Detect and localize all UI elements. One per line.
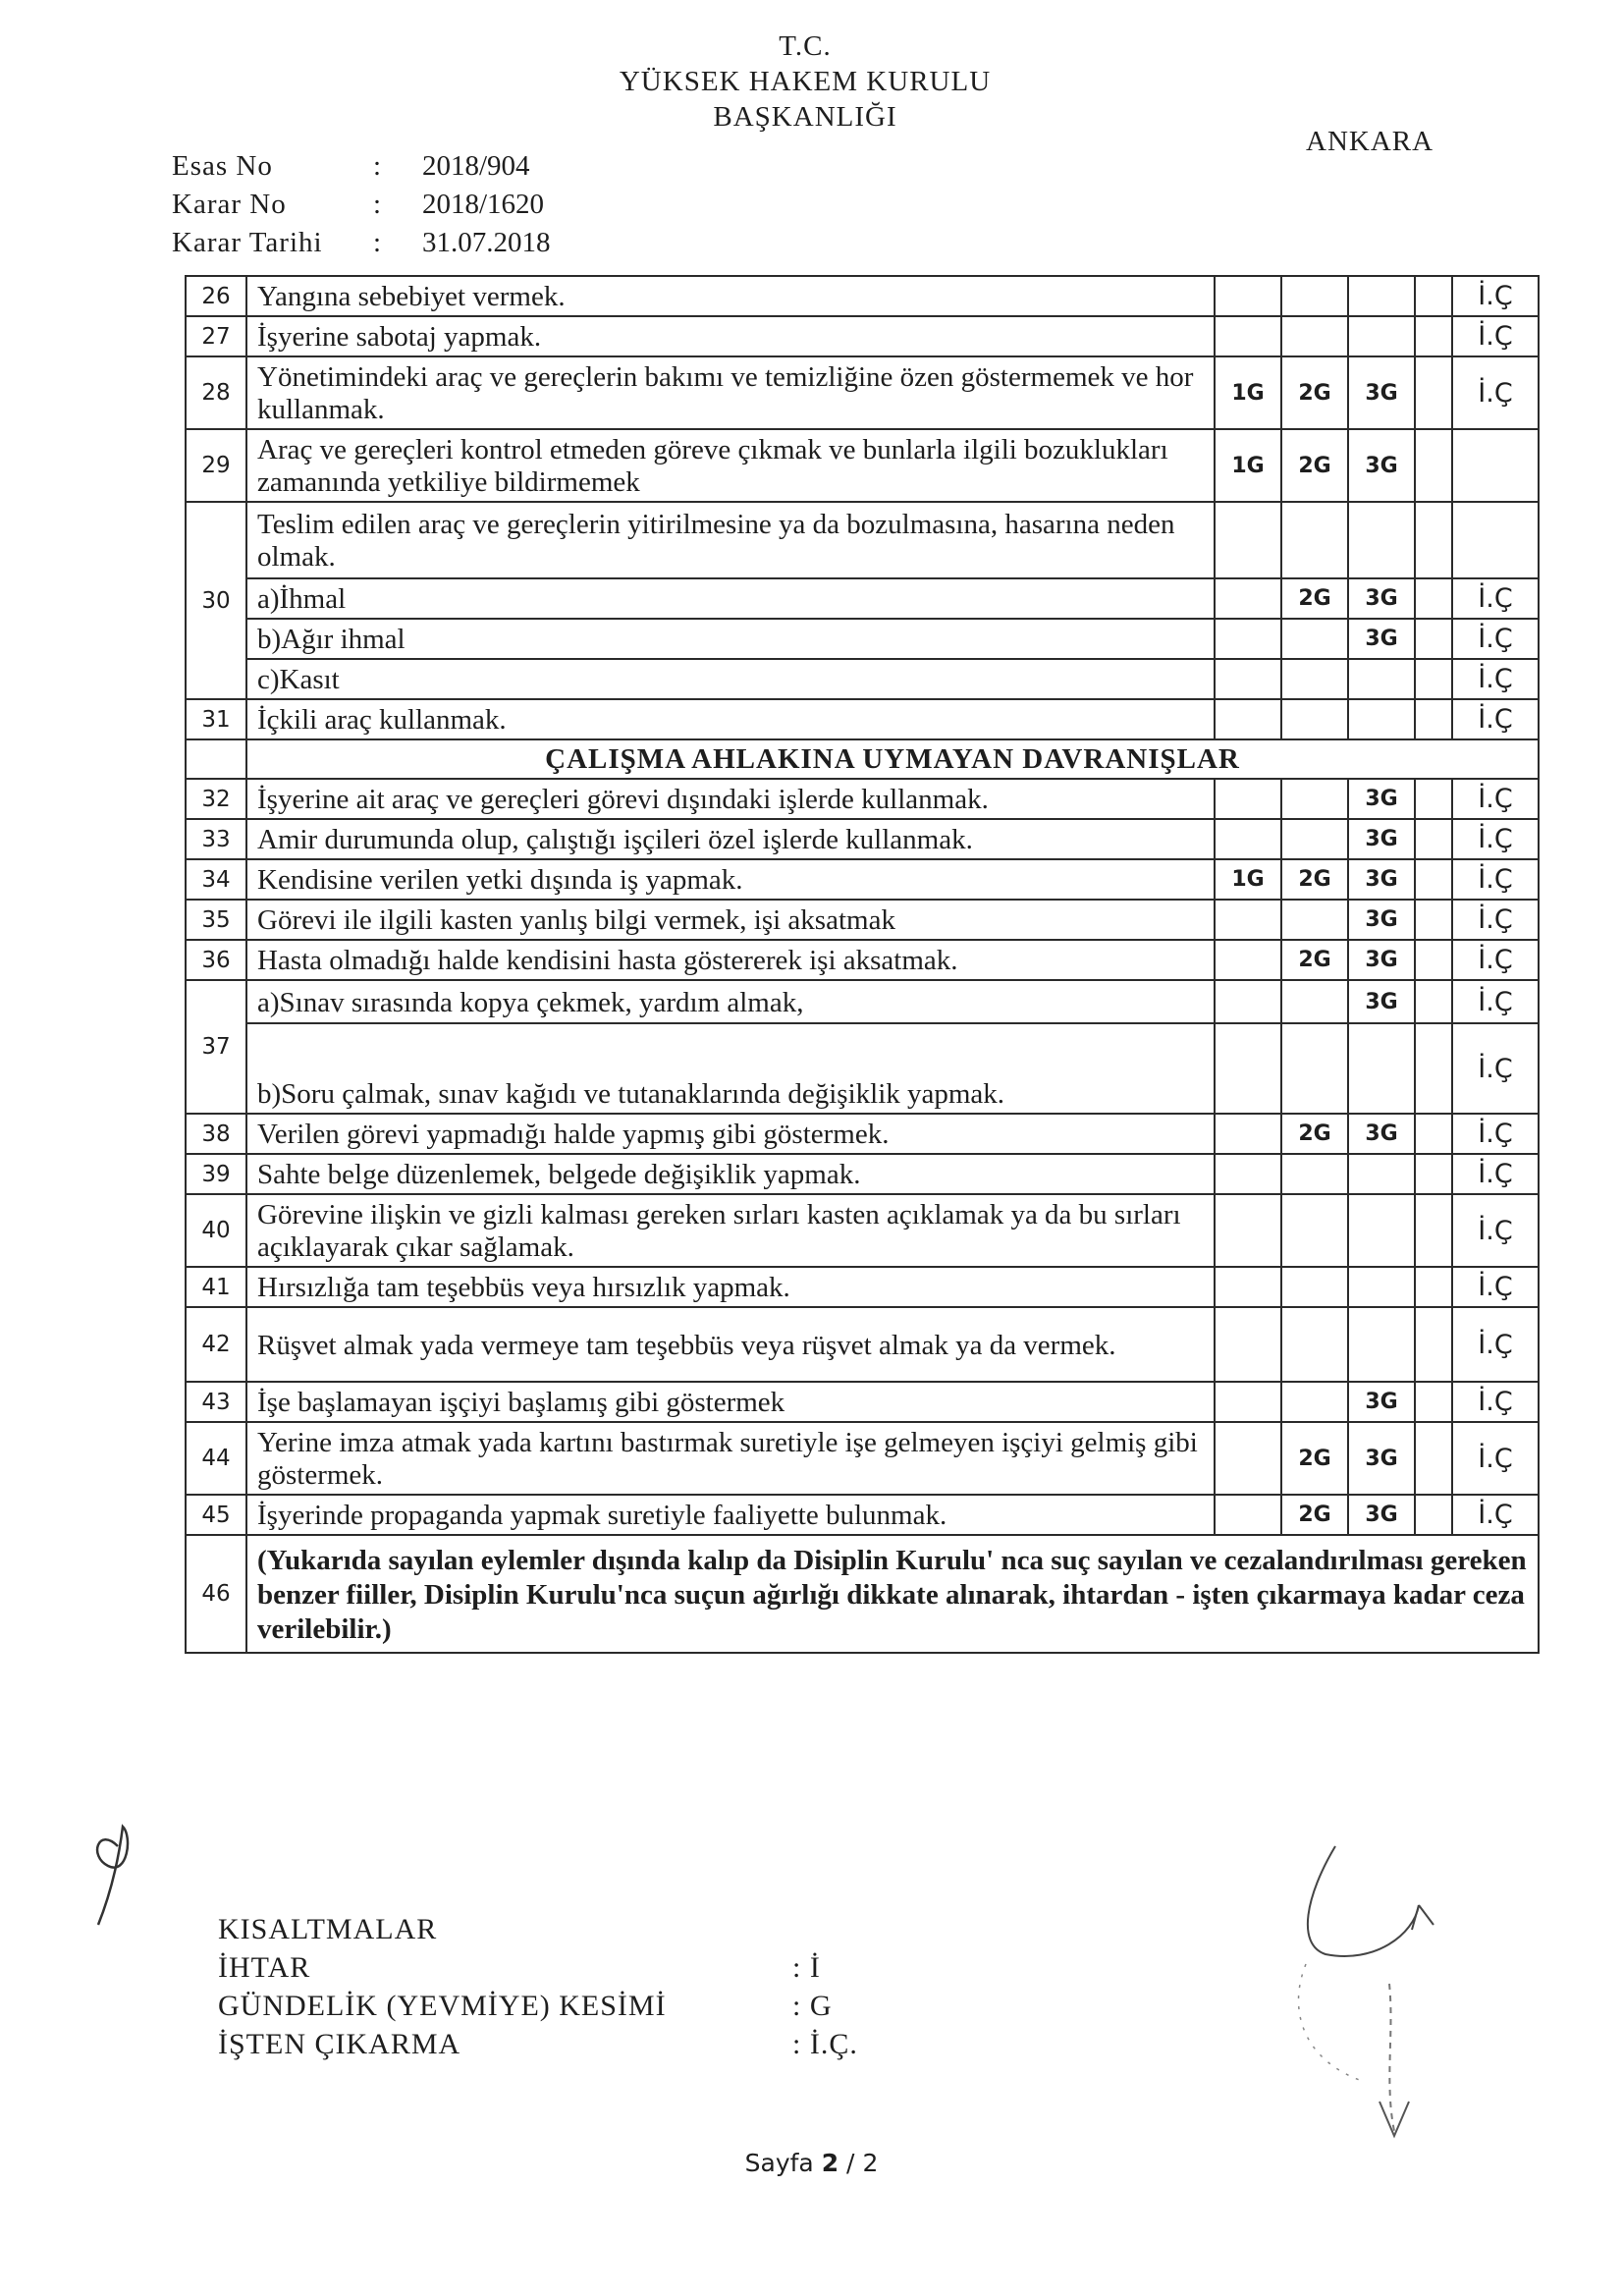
- table-row: [186, 859, 1539, 900]
- penalty-cell: [1348, 659, 1415, 699]
- penalty-cell: [1281, 819, 1348, 859]
- penalty-cell: [1415, 1194, 1452, 1267]
- footer-prefix: Sayfa: [744, 2149, 822, 2177]
- table-row: [186, 1154, 1539, 1194]
- penalty-cell: [1215, 1307, 1281, 1382]
- section-heading: ÇALIŞMA AHLAKINA UYMAYAN DAVRANIŞLAR: [246, 739, 1539, 779]
- penalty-cell: [1415, 1307, 1452, 1382]
- penalty-cell: İ.Ç: [1452, 1114, 1539, 1154]
- table-row: [186, 356, 1539, 429]
- penalty-cell: [1415, 980, 1452, 1023]
- row-description: Araç ve gereçleri kontrol etmeden göreve çıkmak ve bunlarla ilgili bozuklukları zamanında yetkiliye bildirmemek: [246, 429, 1215, 502]
- penalty-cell: [1215, 1114, 1281, 1154]
- penalty-cell: [1348, 1194, 1415, 1267]
- penalty-cell: 3G: [1348, 1114, 1415, 1154]
- meta-sep: :: [373, 227, 382, 258]
- penalty-cell: [1348, 1023, 1415, 1114]
- penalty-cell: 2G: [1281, 940, 1348, 980]
- penalty-cell: İ.Ç: [1452, 900, 1539, 940]
- penalty-cell: 2G: [1281, 1114, 1348, 1154]
- table-row: [186, 699, 1539, 739]
- row-number: 45: [186, 1495, 246, 1535]
- row-description: Görevi ile ilgili kasten yanlış bilgi vermek, işi aksatmak: [246, 900, 1215, 940]
- row-number: 28: [186, 356, 246, 429]
- row-description: İşyerinde propaganda yapmak suretiyle faaliyette bulunmak.: [246, 1495, 1215, 1535]
- penalty-cell: [1348, 316, 1415, 356]
- footer-sep: /: [839, 2149, 863, 2177]
- meta-value: 2018/1620: [422, 189, 545, 220]
- penalty-cell: 2G: [1281, 1495, 1348, 1535]
- abbrev-value: : G: [792, 1990, 833, 2022]
- penalty-cell: İ.Ç: [1452, 699, 1539, 739]
- table-row: [186, 1382, 1539, 1422]
- meta-label: Karar Tarihi: [172, 227, 323, 258]
- penalty-cell: İ.Ç: [1452, 1194, 1539, 1267]
- row-number: 46: [186, 1535, 246, 1653]
- row-number: 44: [186, 1422, 246, 1495]
- penalty-cell: [1215, 1154, 1281, 1194]
- penalty-cell: 3G: [1348, 1382, 1415, 1422]
- penalty-cell: İ.Ç: [1452, 619, 1539, 659]
- table-row: [186, 1114, 1539, 1154]
- discipline-table: [185, 275, 1540, 1654]
- meta-label: Karar No: [172, 189, 287, 220]
- meta-row-tarih: [172, 224, 551, 262]
- penalty-cell: [1415, 1154, 1452, 1194]
- penalty-cell: İ.Ç: [1452, 578, 1539, 619]
- penalty-cell: 2G: [1281, 859, 1348, 900]
- table-row: [186, 1194, 1539, 1267]
- penalty-cell: [1215, 1267, 1281, 1307]
- penalty-cell: [1281, 900, 1348, 940]
- penalty-cell: [1281, 1382, 1348, 1422]
- penalty-cell: [1215, 1382, 1281, 1422]
- table-subrow: [186, 659, 1539, 699]
- row-number: 30: [186, 502, 246, 699]
- table-row: [186, 1535, 1539, 1653]
- penalty-cell: [1452, 502, 1539, 578]
- row-number: 39: [186, 1154, 246, 1194]
- penalty-cell: 3G: [1348, 578, 1415, 619]
- row-number: 26: [186, 276, 246, 316]
- penalty-cell: [1348, 1307, 1415, 1382]
- penalty-cell: 2G: [1281, 356, 1348, 429]
- meta-label: Esas No: [172, 150, 273, 182]
- penalty-cell: [1415, 429, 1452, 502]
- penalty-cell: [1348, 502, 1415, 578]
- row-description: b)Soru çalmak, sınav kağıdı ve tutanaklarında değişiklik yapmak.: [246, 1023, 1215, 1114]
- row-description: Hasta olmadığı halde kendisini hasta göstererek işi aksatmak.: [246, 940, 1215, 980]
- penalty-cell: 3G: [1348, 1422, 1415, 1495]
- header-institution: YÜKSEK HAKEM KURULU: [619, 66, 992, 97]
- penalty-cell: [1415, 900, 1452, 940]
- penalty-cell: [1415, 502, 1452, 578]
- abbrev-item: [218, 1948, 858, 1987]
- row-number: 27: [186, 316, 246, 356]
- penalty-cell: İ.Ç: [1452, 1154, 1539, 1194]
- table-subrow: [186, 619, 1539, 659]
- penalty-cell: 3G: [1348, 980, 1415, 1023]
- penalty-cell: [1415, 699, 1452, 739]
- meta-value: 31.07.2018: [422, 227, 551, 258]
- row-number: 40: [186, 1194, 246, 1267]
- page-footer: [0, 2149, 1623, 2177]
- penalty-cell: [1415, 356, 1452, 429]
- penalty-cell: [1415, 819, 1452, 859]
- table-subrow: [186, 1023, 1539, 1114]
- penalty-cell: İ.Ç: [1452, 659, 1539, 699]
- penalty-cell: 3G: [1348, 619, 1415, 659]
- penalty-cell: 3G: [1348, 900, 1415, 940]
- meta-row-esas: [172, 147, 551, 186]
- row-number: 38: [186, 1114, 246, 1154]
- row-number: 41: [186, 1267, 246, 1307]
- penalty-cell: [1415, 779, 1452, 819]
- abbrev-label: İHTAR: [218, 1951, 311, 1984]
- penalty-cell: 2G: [1281, 429, 1348, 502]
- penalty-cell: İ.Ç: [1452, 1422, 1539, 1495]
- penalty-cell: [1215, 578, 1281, 619]
- penalty-cell: 3G: [1348, 429, 1415, 502]
- row-description: Görevine ilişkin ve gizli kalması gereken sırları kasten açıklamak ya da bu sırları açıklayarak çıkar sağlamak.: [246, 1194, 1215, 1267]
- penalty-cell: [1415, 1495, 1452, 1535]
- penalty-cell: [1348, 699, 1415, 739]
- penalty-cell: [1281, 1307, 1348, 1382]
- row-number: 33: [186, 819, 246, 859]
- table-row: [186, 502, 1539, 578]
- meta-sep: :: [373, 150, 382, 182]
- abbrev-item: [218, 1987, 858, 2025]
- row-description: İşyerine sabotaj yapmak.: [246, 316, 1215, 356]
- penalty-cell: [1215, 502, 1281, 578]
- table-row: [186, 429, 1539, 502]
- penalty-cell: [1281, 1194, 1348, 1267]
- table-row: [186, 900, 1539, 940]
- abbreviations: [218, 1910, 858, 2063]
- penalty-cell: İ.Ç: [1452, 1307, 1539, 1382]
- penalty-cell: [1281, 502, 1348, 578]
- penalty-cell: İ.Ç: [1452, 1382, 1539, 1422]
- penalty-cell: [1281, 699, 1348, 739]
- row-number: 43: [186, 1382, 246, 1422]
- row-description: (Yukarıda sayılan eylemler dışında kalıp da Disiplin Kurulu' nca suç sayılan ve cezalandırılması gereken benzer fiiller, Disiplin Kurulu'nca suçun ağırlığı dikkate alınarak, ihtardan - işten çıkarmaya kadar ceza verilebilir.): [246, 1535, 1539, 1653]
- penalty-cell: 3G: [1348, 1495, 1415, 1535]
- penalty-cell: [1415, 940, 1452, 980]
- case-meta: [172, 147, 551, 262]
- section-spacer: [186, 739, 246, 779]
- abbrev-label: İŞTEN ÇIKARMA: [218, 2028, 461, 2060]
- penalty-cell: 3G: [1348, 356, 1415, 429]
- table-row: [186, 316, 1539, 356]
- penalty-cell: [1215, 1422, 1281, 1495]
- header-department: BAŞKANLIĞI: [713, 101, 897, 133]
- penalty-cell: [1452, 429, 1539, 502]
- penalty-cell: [1415, 1267, 1452, 1307]
- penalty-cell: İ.Ç: [1452, 859, 1539, 900]
- penalty-cell: 3G: [1348, 940, 1415, 980]
- header-tc: T.C.: [779, 30, 832, 62]
- penalty-cell: [1415, 659, 1452, 699]
- row-description: Yönetimindeki araç ve gereçlerin bakımı ve temizliğine özen göstermemek ve hor kullanmak.: [246, 356, 1215, 429]
- penalty-cell: [1215, 619, 1281, 659]
- penalty-cell: [1281, 316, 1348, 356]
- row-description: İçkili araç kullanmak.: [246, 699, 1215, 739]
- penalty-cell: [1415, 578, 1452, 619]
- footer-total: 2: [862, 2149, 879, 2177]
- penalty-cell: [1215, 779, 1281, 819]
- row-description: Kendisine verilen yetki dışında iş yapmak.: [246, 859, 1215, 900]
- penalty-cell: 1G: [1215, 429, 1281, 502]
- row-description: Rüşvet almak yada vermeye tam teşebbüs veya rüşvet almak ya da vermek.: [246, 1307, 1215, 1382]
- penalty-cell: İ.Ç: [1452, 356, 1539, 429]
- meta-row-karar: [172, 186, 551, 224]
- penalty-cell: [1215, 819, 1281, 859]
- row-description: İşyerine ait araç ve gereçleri görevi dışındaki işlerde kullanmak.: [246, 779, 1215, 819]
- header-city: ANKARA: [1306, 126, 1434, 157]
- abbrev-value: : İ.Ç.: [792, 2028, 858, 2060]
- penalty-cell: İ.Ç: [1452, 316, 1539, 356]
- row-description: Sahte belge düzenlemek, belgede değişiklik yapmak.: [246, 1154, 1215, 1194]
- row-description: Yangına sebebiyet vermek.: [246, 276, 1215, 316]
- penalty-cell: [1415, 619, 1452, 659]
- penalty-cell: [1348, 276, 1415, 316]
- penalty-cell: [1281, 980, 1348, 1023]
- penalty-cell: [1415, 276, 1452, 316]
- row-description: a)Sınav sırasında kopya çekmek, yardım almak,: [246, 980, 1215, 1023]
- penalty-cell: [1215, 1194, 1281, 1267]
- footer-page: 2: [821, 2149, 839, 2177]
- penalty-cell: [1348, 1154, 1415, 1194]
- penalty-cell: 3G: [1348, 779, 1415, 819]
- abbrev-value: : İ: [792, 1951, 821, 1984]
- penalty-cell: İ.Ç: [1452, 940, 1539, 980]
- penalty-cell: [1415, 1114, 1452, 1154]
- penalty-cell: [1215, 316, 1281, 356]
- row-description: Amir durumunda olup, çalıştığı işçileri özel işlerde kullanmak.: [246, 819, 1215, 859]
- penalty-cell: [1281, 1023, 1348, 1114]
- penalty-cell: [1215, 940, 1281, 980]
- penalty-cell: [1281, 276, 1348, 316]
- table-row: [186, 1495, 1539, 1535]
- table-row: [186, 1267, 1539, 1307]
- penalty-cell: [1415, 1382, 1452, 1422]
- row-description: a)İhmal: [246, 578, 1215, 619]
- row-description: b)Ağır ihmal: [246, 619, 1215, 659]
- penalty-cell: [1415, 1023, 1452, 1114]
- penalty-cell: [1215, 980, 1281, 1023]
- row-number: 36: [186, 940, 246, 980]
- table-row: [186, 980, 1539, 1023]
- row-description: Hırsızlığa tam teşebbüs veya hırsızlık yapmak.: [246, 1267, 1215, 1307]
- table-subrow: [186, 578, 1539, 619]
- table-row: [186, 1307, 1539, 1382]
- penalty-cell: 3G: [1348, 819, 1415, 859]
- penalty-cell: [1215, 1495, 1281, 1535]
- row-number: 37: [186, 980, 246, 1114]
- penalty-cell: 2G: [1281, 578, 1348, 619]
- row-number: 34: [186, 859, 246, 900]
- abbrev-item: [218, 2025, 858, 2063]
- penalty-cell: İ.Ç: [1452, 1023, 1539, 1114]
- row-number: 35: [186, 900, 246, 940]
- penalty-cell: [1281, 659, 1348, 699]
- signature-mark: [1247, 1807, 1463, 2160]
- penalty-cell: [1415, 316, 1452, 356]
- penalty-cell: [1281, 619, 1348, 659]
- abbrev-title: KISALTMALAR: [218, 1913, 438, 1945]
- penalty-cell: [1215, 699, 1281, 739]
- penalty-cell: 3G: [1348, 859, 1415, 900]
- row-description: Yerine imza atmak yada kartını bastırmak suretiyle işe gelmeyen işçiyi gelmiş gibi göstermek.: [246, 1422, 1215, 1495]
- penalty-cell: [1215, 1023, 1281, 1114]
- penalty-cell: [1415, 1422, 1452, 1495]
- table-row: [186, 779, 1539, 819]
- penalty-cell: [1281, 1267, 1348, 1307]
- penalty-cell: İ.Ç: [1452, 980, 1539, 1023]
- row-number: 31: [186, 699, 246, 739]
- penalty-cell: İ.Ç: [1452, 1267, 1539, 1307]
- row-number: 42: [186, 1307, 246, 1382]
- penalty-cell: [1348, 1267, 1415, 1307]
- signature-initial-mark: [79, 1807, 167, 1935]
- table-row: [186, 819, 1539, 859]
- table-row: [186, 1422, 1539, 1495]
- abbrev-label: GÜNDELİK (YEVMİYE) KESİMİ: [218, 1990, 667, 2022]
- row-description: Teslim edilen araç ve gereçlerin yitirilmesine ya da bozulmasına, hasarına neden olmak.: [246, 502, 1215, 578]
- penalty-cell: 1G: [1215, 356, 1281, 429]
- penalty-cell: [1415, 859, 1452, 900]
- row-number: 29: [186, 429, 246, 502]
- meta-value: 2018/904: [422, 150, 530, 182]
- penalty-cell: [1215, 659, 1281, 699]
- penalty-cell: İ.Ç: [1452, 779, 1539, 819]
- meta-sep: :: [373, 189, 382, 220]
- penalty-cell: [1215, 276, 1281, 316]
- row-number: 32: [186, 779, 246, 819]
- penalty-cell: İ.Ç: [1452, 1495, 1539, 1535]
- section-row: [186, 739, 1539, 779]
- penalty-cell: [1215, 900, 1281, 940]
- penalty-cell: 2G: [1281, 1422, 1348, 1495]
- penalty-cell: [1281, 1154, 1348, 1194]
- row-description: İşe başlamayan işçiyi başlamış gibi göstermek: [246, 1382, 1215, 1422]
- penalty-cell: İ.Ç: [1452, 276, 1539, 316]
- row-description: c)Kasıt: [246, 659, 1215, 699]
- penalty-cell: 1G: [1215, 859, 1281, 900]
- table-row: [186, 276, 1539, 316]
- row-description: Verilen görevi yapmadığı halde yapmış gibi göstermek.: [246, 1114, 1215, 1154]
- penalty-cell: İ.Ç: [1452, 819, 1539, 859]
- penalty-cell: [1281, 779, 1348, 819]
- table-row: [186, 940, 1539, 980]
